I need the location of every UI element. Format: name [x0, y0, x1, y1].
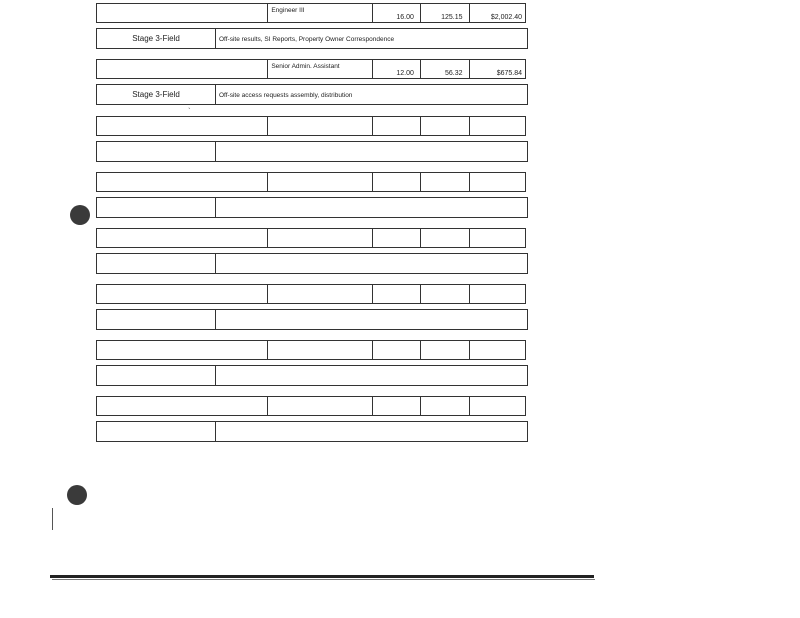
- role-cell: [268, 229, 373, 247]
- description-cell: [216, 198, 527, 217]
- stage-cell: [97, 254, 216, 273]
- total-cell: [470, 397, 525, 415]
- blank-cell: [97, 173, 268, 191]
- entry-7: [96, 340, 528, 385]
- rate-cell: 125.15: [421, 4, 470, 22]
- rate-cell: [421, 397, 470, 415]
- entry-8: [96, 396, 528, 441]
- entry-8-bottom-row: [96, 421, 528, 442]
- role-cell: [268, 341, 373, 359]
- total-cell: [470, 173, 525, 191]
- role-cell: [268, 285, 373, 303]
- stage-cell: [97, 198, 216, 217]
- blank-cell: [97, 285, 268, 303]
- rate-cell: [421, 285, 470, 303]
- hours-cell: [373, 173, 421, 191]
- binder-hole-icon: [67, 485, 87, 505]
- hours-cell: [373, 397, 421, 415]
- margin-mark: [52, 508, 53, 530]
- binder-hole-icon: [70, 205, 90, 225]
- blank-cell: [97, 229, 268, 247]
- entry-3-bottom-row: [96, 141, 528, 162]
- stage-cell: [97, 366, 216, 385]
- blank-cell: [97, 341, 268, 359]
- entry-1-top-row: [96, 3, 526, 23]
- entry-4: [96, 172, 528, 217]
- description-cell: [216, 310, 527, 329]
- role-cell: [268, 117, 373, 135]
- rate-cell: [421, 341, 470, 359]
- total-cell: $675.84: [496, 70, 522, 77]
- blank-cell: [97, 397, 268, 415]
- total-cell: [470, 341, 525, 359]
- total-cell: [470, 285, 525, 303]
- hours-cell: [373, 285, 421, 303]
- entry-3-top-row: [96, 116, 526, 136]
- hours-cell: [373, 341, 421, 359]
- entry-4-top-row: [96, 172, 526, 192]
- entry-8-top-row: [96, 396, 526, 416]
- entry-1: [96, 3, 528, 48]
- stage-cell: [97, 142, 216, 161]
- total-cell: $2,002.40: [490, 14, 522, 21]
- stage-cell: Stage 3-Field: [97, 85, 216, 104]
- entry-2-bottom-row: [96, 84, 528, 105]
- entry-5-bottom-row: [96, 253, 528, 274]
- hours-cell: [373, 117, 421, 135]
- entry-7-bottom-row: [96, 365, 528, 386]
- entry-5-top-row: [96, 228, 526, 248]
- entry-2: [96, 59, 528, 104]
- rate-cell: [421, 173, 470, 191]
- stage-cell: [97, 422, 216, 441]
- description-cell: [216, 366, 527, 385]
- blank-cell: [97, 4, 268, 22]
- role-cell: Engineer III: [268, 4, 373, 22]
- description-cell: [216, 142, 527, 161]
- role-cell: [268, 397, 373, 415]
- entry-5: [96, 228, 528, 273]
- description-cell: Off-site access requests assembly, distribution: [219, 92, 353, 99]
- entry-1-bottom-row: [96, 28, 528, 49]
- description-cell: [216, 422, 527, 441]
- entry-7-top-row: [96, 340, 526, 360]
- entry-3: [96, 116, 528, 161]
- total-cell: [470, 117, 525, 135]
- rate-cell: [421, 117, 470, 135]
- hours-cell: [373, 229, 421, 247]
- role-cell: [268, 173, 373, 191]
- stage-cell: [97, 310, 216, 329]
- role-cell: Senior Admin. Assistant: [268, 60, 373, 78]
- stray-mark: `: [188, 107, 191, 116]
- footer-rule: [50, 575, 594, 578]
- total-cell: [470, 229, 525, 247]
- stage-cell: Stage 3-Field: [97, 29, 216, 48]
- rate-cell: [421, 229, 470, 247]
- entry-6: [96, 284, 528, 329]
- hours-cell: 16.00: [373, 4, 421, 22]
- entry-6-bottom-row: [96, 309, 528, 330]
- rate-cell: 56.32: [421, 60, 470, 78]
- entry-6-top-row: [96, 284, 526, 304]
- blank-cell: [97, 60, 268, 78]
- hours-cell: 12.00: [373, 60, 421, 78]
- blank-cell: [97, 117, 268, 135]
- description-cell: Off-site results, SI Reports, Property Owner Correspondence: [219, 36, 395, 43]
- footer-rule-thin: [52, 579, 595, 580]
- entry-2-top-row: [96, 59, 526, 79]
- description-cell: [216, 254, 527, 273]
- entry-4-bottom-row: [96, 197, 528, 218]
